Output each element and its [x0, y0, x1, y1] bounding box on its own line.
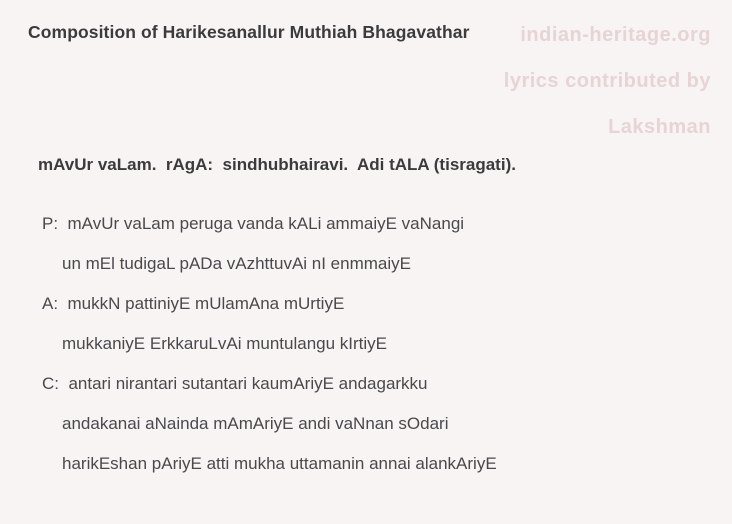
lyric-line-anupallavi-1: A: mukkN pattiniyE mUlamAna mUrtiyE — [42, 294, 345, 313]
lyric-line-charanam-2: andakanai aNainda mAmAriyE andi vaNnan sOdari — [62, 414, 449, 433]
watermark-site-name: indian-heritage.org — [520, 24, 711, 46]
lyric-line-charanam-3: harikEshan pAriyE atti mukha uttamanin annai alankAriyE — [62, 454, 497, 473]
watermark-credit-text: lyrics contributed by — [503, 70, 711, 92]
lyric-line-pallavi-1: P: mAvUr vaLam peruga vanda kALi ammaiyE vaNangi — [42, 214, 465, 233]
lyric-line-pallavi-2: un mEl tudigaL pADa vAzhttuvAi nI enmmaiyE — [62, 254, 411, 273]
watermark-contributor-name: Lakshman — [608, 116, 711, 138]
page-title: Composition of Harikesanallur Muthiah Bhagavathar — [28, 22, 470, 42]
song-header: mAvUr vaLam. rAgA: sindhubhairavi. Adi tALA (tisragati). — [38, 155, 516, 174]
watermark — [504, 20, 711, 158]
lyrics-block — [42, 204, 497, 484]
lyric-line-anupallavi-2: mukkaniyE ErkkaruLvAi muntulangu kIrtiyE — [62, 334, 388, 353]
lyric-line-charanam-1: C: antari nirantari sutantari kaumAriyE andagarkku — [42, 374, 428, 393]
